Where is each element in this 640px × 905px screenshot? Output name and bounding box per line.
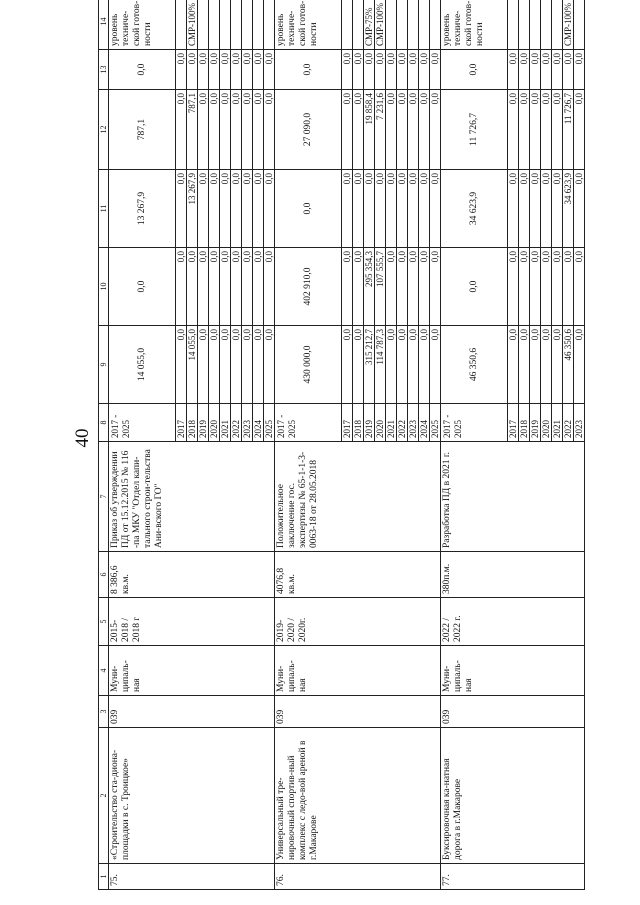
year-total: 0,0: [430, 326, 441, 404]
year-readiness: [430, 0, 441, 50]
project-local-budget: 787,1: [109, 90, 176, 170]
project-name: «Строительство ста-диона-площадки в с. Троицкое»: [109, 728, 275, 864]
year-other: 0,0: [253, 50, 264, 90]
column-number-13: 13: [99, 50, 109, 90]
project-total-cost: 430 000,0: [275, 326, 342, 404]
project-regional-budget: 13 267,9: [109, 170, 176, 248]
year-other: 0,0: [530, 50, 541, 90]
project-number: 76.: [275, 864, 441, 890]
year-other: 0,0: [519, 50, 530, 90]
year-readiness: [519, 0, 530, 50]
year-federal: 0,0: [574, 248, 585, 326]
column-number-14: 14: [99, 0, 109, 50]
year-federal: 0,0: [397, 248, 408, 326]
project-period: 2017 - 2025: [441, 404, 508, 442]
year-cell: 2023: [408, 404, 419, 442]
year-local: 0,0: [253, 90, 264, 170]
year-cell: 2023: [574, 404, 585, 442]
project-readiness-label: уровень техниче-ской готов-ности: [109, 0, 176, 50]
year-cell: 2017: [176, 404, 187, 442]
project-local-budget: 27 090,0: [275, 90, 342, 170]
year-federal: 107 555,7: [375, 248, 386, 326]
year-regional: 0,0: [386, 170, 397, 248]
year-regional: 0,0: [530, 170, 541, 248]
year-other: 0,0: [198, 50, 209, 90]
project-row: [441, 0, 508, 890]
year-cell: 2017: [342, 404, 353, 442]
year-local: 0,0: [430, 90, 441, 170]
year-federal: 0,0: [541, 248, 552, 326]
year-federal: 0,0: [264, 248, 275, 326]
year-cell: 2024: [419, 404, 430, 442]
year-readiness: [408, 0, 419, 50]
year-other: 0,0: [176, 50, 187, 90]
year-local: 0,0: [231, 90, 242, 170]
project-name: Буксировочная ка-натная дорога в г.Макарове: [441, 728, 585, 864]
year-cell: 2020: [541, 404, 552, 442]
year-federal: 0,0: [209, 248, 220, 326]
year-local: 0,0: [541, 90, 552, 170]
year-cell: 2022: [397, 404, 408, 442]
project-code: 039: [441, 696, 585, 728]
year-other: 0,0: [419, 50, 430, 90]
year-federal: 0,0: [220, 248, 231, 326]
year-cell: 2019: [198, 404, 209, 442]
year-federal: 0,0: [530, 248, 541, 326]
year-other: 0,0: [242, 50, 253, 90]
year-other: 0,0: [231, 50, 242, 90]
project-years: 2015-2018 / 2018 г: [109, 598, 275, 646]
year-total: 0,0: [353, 326, 364, 404]
column-number-10: 10: [99, 248, 109, 326]
year-cell: 2020: [375, 404, 386, 442]
project-other-sources: 0,0: [275, 50, 342, 90]
year-regional: 0,0: [430, 170, 441, 248]
column-number-3: 3: [99, 696, 109, 728]
year-total: 315 212,7: [364, 326, 375, 404]
year-readiness: СМР-100%: [187, 0, 198, 50]
year-other: 0,0: [187, 50, 198, 90]
year-cell: 2021: [386, 404, 397, 442]
column-number-1: 1: [99, 864, 109, 890]
year-federal: 0,0: [386, 248, 397, 326]
year-local: 0,0: [264, 90, 275, 170]
project-ownership: Муни-ципаль-ная: [275, 646, 441, 696]
project-other-sources: 0,0: [109, 50, 176, 90]
year-readiness: [209, 0, 220, 50]
year-local: 11 726,7: [563, 90, 574, 170]
year-readiness: СМР-75%: [364, 0, 375, 50]
year-cell: 2018: [187, 404, 198, 442]
year-other: 0,0: [563, 50, 574, 90]
year-readiness: СМР-100%: [563, 0, 574, 50]
year-regional: 0,0: [198, 170, 209, 248]
year-total: 0,0: [397, 326, 408, 404]
column-number-row: [99, 0, 109, 890]
year-other: 0,0: [375, 50, 386, 90]
year-cell: 2022: [563, 404, 574, 442]
year-total: 0,0: [530, 326, 541, 404]
year-local: 0,0: [198, 90, 209, 170]
year-local: 0,0: [242, 90, 253, 170]
year-local: 0,0: [519, 90, 530, 170]
year-regional: 0,0: [375, 170, 386, 248]
year-local: 0,0: [552, 90, 563, 170]
year-regional: 0,0: [408, 170, 419, 248]
year-total: 0,0: [231, 326, 242, 404]
year-readiness: [552, 0, 563, 50]
page-number: 40: [72, 428, 93, 448]
year-total: 0,0: [198, 326, 209, 404]
year-federal: 0,0: [253, 248, 264, 326]
year-federal: 0,0: [408, 248, 419, 326]
year-federal: 0,0: [430, 248, 441, 326]
project-row: [109, 0, 176, 890]
column-number-2: 2: [99, 728, 109, 864]
year-readiness: СМР-100%: [375, 0, 386, 50]
year-readiness: [386, 0, 397, 50]
year-other: 0,0: [397, 50, 408, 90]
year-other: 0,0: [430, 50, 441, 90]
year-local: 0,0: [419, 90, 430, 170]
year-total: 0,0: [242, 326, 253, 404]
project-document: Разработка ПД в 2021 г.: [441, 442, 585, 552]
year-total: 0,0: [419, 326, 430, 404]
year-federal: 0,0: [187, 248, 198, 326]
year-readiness: [530, 0, 541, 50]
year-readiness: [419, 0, 430, 50]
column-number-9: 9: [99, 326, 109, 404]
year-cell: 2023: [242, 404, 253, 442]
year-local: 0,0: [176, 90, 187, 170]
year-federal: 0,0: [231, 248, 242, 326]
rotated-sheet: [98, 0, 584, 890]
year-federal: 295 354,3: [364, 248, 375, 326]
year-cell: 2019: [530, 404, 541, 442]
project-total-cost: 14 055,0: [109, 326, 176, 404]
year-cell: 2020: [209, 404, 220, 442]
year-federal: 0,0: [342, 248, 353, 326]
year-local: 0,0: [530, 90, 541, 170]
column-number-6: 6: [99, 552, 109, 598]
year-cell: 2018: [353, 404, 364, 442]
year-local: 0,0: [397, 90, 408, 170]
project-regional-budget: 0,0: [275, 170, 342, 248]
year-total: 114 787,3: [375, 326, 386, 404]
year-readiness: [353, 0, 364, 50]
project-name: Универсальный тре-нировочный спортив-ный комплекс с ледо-вой ареной в г.Макарове: [275, 728, 441, 864]
year-regional: 0,0: [176, 170, 187, 248]
project-code: 039: [275, 696, 441, 728]
year-regional: 0,0: [220, 170, 231, 248]
year-regional: 0,0: [574, 170, 585, 248]
project-capacity: 380п.м.: [441, 552, 585, 598]
year-other: 0,0: [408, 50, 419, 90]
year-cell: 2018: [519, 404, 530, 442]
year-total: 0,0: [408, 326, 419, 404]
year-other: 0,0: [574, 50, 585, 90]
project-capacity: 8 386,6 кв.м.: [109, 552, 275, 598]
column-number-4: 4: [99, 646, 109, 696]
year-total: 0,0: [253, 326, 264, 404]
year-regional: 0,0: [364, 170, 375, 248]
rotated-content: [98, 0, 584, 890]
year-other: 0,0: [364, 50, 375, 90]
project-local-budget: 11 726,7: [441, 90, 508, 170]
year-local: 0,0: [408, 90, 419, 170]
project-readiness-label: уровень техниче-ской готов-ности: [275, 0, 342, 50]
year-total: 14 055,0: [187, 326, 198, 404]
column-number-12: 12: [99, 90, 109, 170]
year-regional: 0,0: [541, 170, 552, 248]
year-cell: 2017: [508, 404, 519, 442]
year-cell: 2022: [231, 404, 242, 442]
year-other: 0,0: [220, 50, 231, 90]
year-regional: 13 267,9: [187, 170, 198, 248]
year-local: 0,0: [386, 90, 397, 170]
year-federal: 0,0: [552, 248, 563, 326]
year-readiness: [253, 0, 264, 50]
year-cell: 2024: [253, 404, 264, 442]
project-other-sources: 0,0: [441, 50, 508, 90]
year-cell: 2025: [430, 404, 441, 442]
year-federal: 0,0: [176, 248, 187, 326]
table-body: [99, 0, 585, 890]
project-federal-budget: 0,0: [441, 248, 508, 326]
year-other: 0,0: [508, 50, 519, 90]
year-total: 0,0: [574, 326, 585, 404]
project-code: 039: [109, 696, 275, 728]
year-regional: 0,0: [253, 170, 264, 248]
year-local: 0,0: [220, 90, 231, 170]
year-federal: 0,0: [508, 248, 519, 326]
year-local: 0,0: [342, 90, 353, 170]
year-local: 19 858,4: [364, 90, 375, 170]
year-federal: 0,0: [419, 248, 430, 326]
year-readiness: [508, 0, 519, 50]
year-regional: 0,0: [209, 170, 220, 248]
year-federal: 0,0: [519, 248, 530, 326]
year-cell: 2021: [552, 404, 563, 442]
year-regional: 0,0: [231, 170, 242, 248]
column-number-5: 5: [99, 598, 109, 646]
project-row: [275, 0, 342, 890]
year-total: 0,0: [552, 326, 563, 404]
project-period: 2017 - 2025: [275, 404, 342, 442]
year-readiness: [231, 0, 242, 50]
year-regional: 0,0: [264, 170, 275, 248]
year-other: 0,0: [386, 50, 397, 90]
year-regional: 34 623,9: [563, 170, 574, 248]
year-local: 0,0: [508, 90, 519, 170]
year-other: 0,0: [541, 50, 552, 90]
year-local: 0,0: [353, 90, 364, 170]
year-regional: 0,0: [508, 170, 519, 248]
year-total: 0,0: [519, 326, 530, 404]
year-other: 0,0: [342, 50, 353, 90]
project-federal-budget: 402 910,0: [275, 248, 342, 326]
year-regional: 0,0: [242, 170, 253, 248]
column-number-11: 11: [99, 170, 109, 248]
project-number: 77.: [441, 864, 585, 890]
project-document: Положительное заключение гос. экспертизы № 65-1-1-3-0063-18 от 28.05.2018: [275, 442, 441, 552]
year-other: 0,0: [264, 50, 275, 90]
investment-projects-table: [98, 0, 585, 890]
year-readiness: [574, 0, 585, 50]
year-total: 0,0: [541, 326, 552, 404]
year-federal: 0,0: [198, 248, 209, 326]
year-federal: 0,0: [563, 248, 574, 326]
project-federal-budget: 0,0: [109, 248, 176, 326]
project-ownership: Муни-ципаль-ная: [441, 646, 585, 696]
year-regional: 0,0: [552, 170, 563, 248]
year-readiness: [176, 0, 187, 50]
year-regional: 0,0: [519, 170, 530, 248]
project-regional-budget: 34 623,9: [441, 170, 508, 248]
year-total: 0,0: [342, 326, 353, 404]
year-federal: 0,0: [353, 248, 364, 326]
year-total: 46 350,6: [563, 326, 574, 404]
year-total: 0,0: [264, 326, 275, 404]
year-regional: 0,0: [342, 170, 353, 248]
year-other: 0,0: [552, 50, 563, 90]
project-total-cost: 46 350,6: [441, 326, 508, 404]
year-readiness: [342, 0, 353, 50]
year-other: 0,0: [209, 50, 220, 90]
project-number: 75.: [109, 864, 275, 890]
year-readiness: [220, 0, 231, 50]
project-years: 2022 / 2022 г.: [441, 598, 585, 646]
column-number-7: 7: [99, 442, 109, 552]
year-readiness: [264, 0, 275, 50]
year-readiness: [541, 0, 552, 50]
year-readiness: [242, 0, 253, 50]
column-number-8: 8: [99, 404, 109, 442]
year-local: 0,0: [209, 90, 220, 170]
project-ownership: Муни-ципаль-ная: [109, 646, 275, 696]
year-local: 0,0: [574, 90, 585, 170]
year-cell: 2021: [220, 404, 231, 442]
year-regional: 0,0: [397, 170, 408, 248]
project-years: 2019-2020 / 2020г.: [275, 598, 441, 646]
year-regional: 0,0: [419, 170, 430, 248]
year-total: 0,0: [209, 326, 220, 404]
year-total: 0,0: [386, 326, 397, 404]
year-federal: 0,0: [242, 248, 253, 326]
year-cell: 2025: [264, 404, 275, 442]
year-readiness: [397, 0, 408, 50]
year-other: 0,0: [353, 50, 364, 90]
year-total: 0,0: [220, 326, 231, 404]
project-document: Приказ об утверждении ПД от 15.12.2015 № 116 -па МКУ "Отдел капи-тального строи-тельства Ани-вского ГО": [109, 442, 275, 552]
project-readiness-label: уровень техниче-ской готов-ности: [441, 0, 508, 50]
year-local: 7 231,6: [375, 90, 386, 170]
project-capacity: 4076,8 кв.м.: [275, 552, 441, 598]
year-local: 787,1: [187, 90, 198, 170]
year-total: 0,0: [508, 326, 519, 404]
year-total: 0,0: [176, 326, 187, 404]
year-readiness: [198, 0, 209, 50]
year-cell: 2019: [364, 404, 375, 442]
year-regional: 0,0: [353, 170, 364, 248]
project-period: 2017 - 2025: [109, 404, 176, 442]
